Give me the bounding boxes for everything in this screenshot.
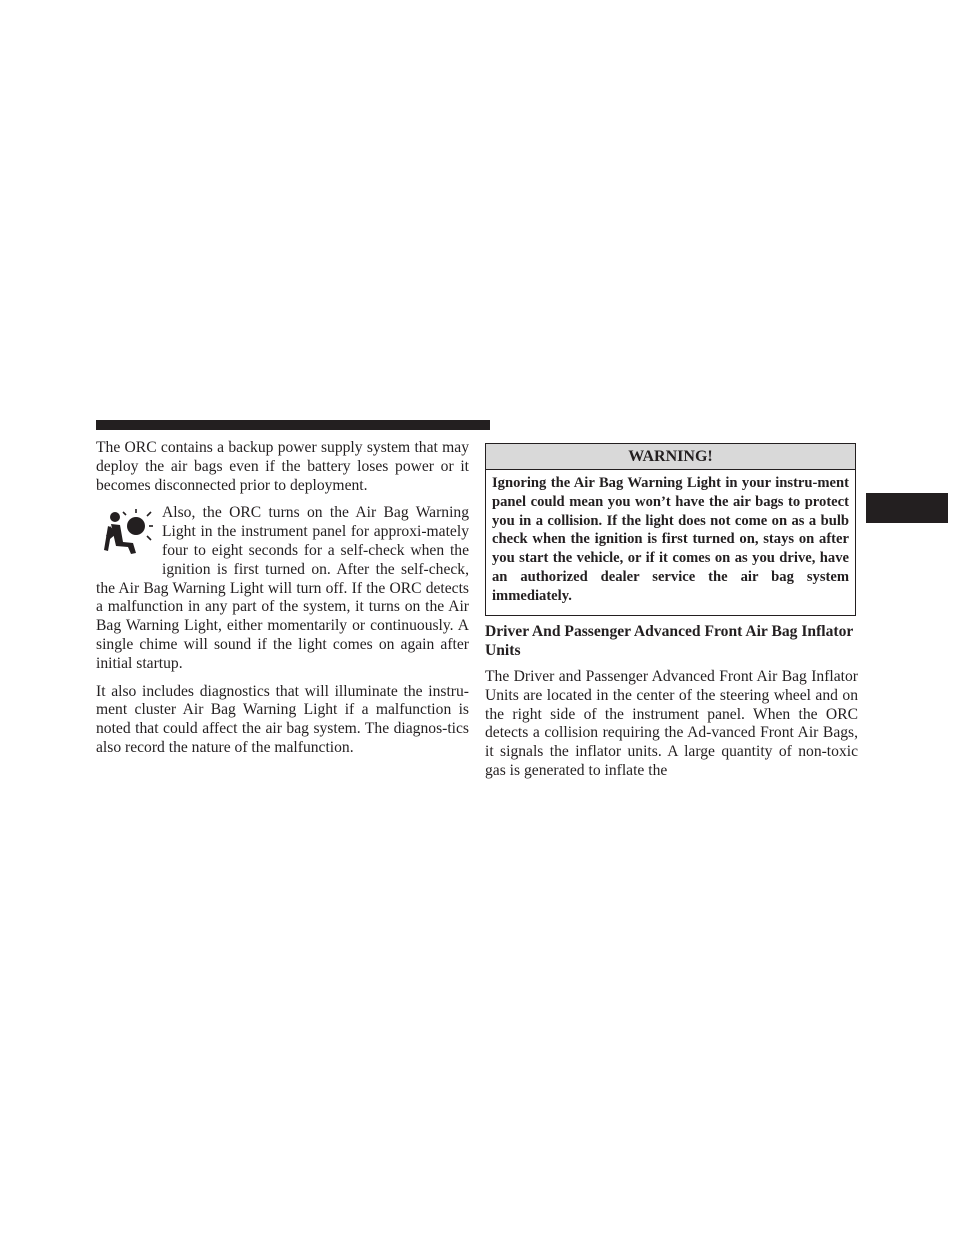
left-column <box>96 439 469 767</box>
orc-backup-power-paragraph: The ORC contains a backup power supply system that may deploy the air bags even if the battery loses power or it becomes disconnected prior to deployment. <box>96 439 469 494</box>
warning-text: Ignoring the Air Bag Warning Light in your instru-ment panel could mean you won’t have the air bags to protect you in a collision. If the light does not come on as a bulb check when the ignition is first turned on, stays on after you start the vehicle, or if it comes on as you drive, have an authorized dealer service the air bag system immediately. <box>492 475 849 604</box>
chapter-tab-marker <box>866 493 948 523</box>
warning-box <box>485 443 856 616</box>
air-bag-warning-icon <box>96 506 154 564</box>
inflator-units-paragraph: The Driver and Passenger Advanced Front Air Bag Inflator Units are located in the center of the steering wheel and on the right side of the instrument panel. When the ORC detects a collision requiring the Ad-vanced Front Air Bags, it signals the inflator units. A large quantity of non-toxic gas is generated to inflate the <box>485 668 858 779</box>
air-bag-warning-light-paragraph <box>96 504 469 673</box>
diagnostics-paragraph: It also includes diagnostics that will illuminate the instru-ment cluster Air Bag Warning Light if a malfunction is noted that could affect the air bag system. The diagnos-tics also record the nature of the malfunction. <box>96 682 469 756</box>
section-body <box>485 668 858 781</box>
section-heading: Driver And Passenger Advanced Front Air Bag Inflator Units <box>485 623 854 659</box>
air-bag-warning-light-text: Also, the ORC turns on the Air Bag Warning Light in the instrument panel for approxi-mately four to eight seconds for a self-check when the ignition is first turned on. After the self-check, the Air Bag Warning Light will turn off. If the ORC detects a malfunction in any part of the system, it turns on the Air Bag Warning Light, either momentarily or continuously. A single chime will sound if the light comes on again after initial startup. <box>96 504 469 672</box>
section-rule-bar <box>96 420 490 430</box>
warning-title: WARNING! <box>486 444 855 470</box>
